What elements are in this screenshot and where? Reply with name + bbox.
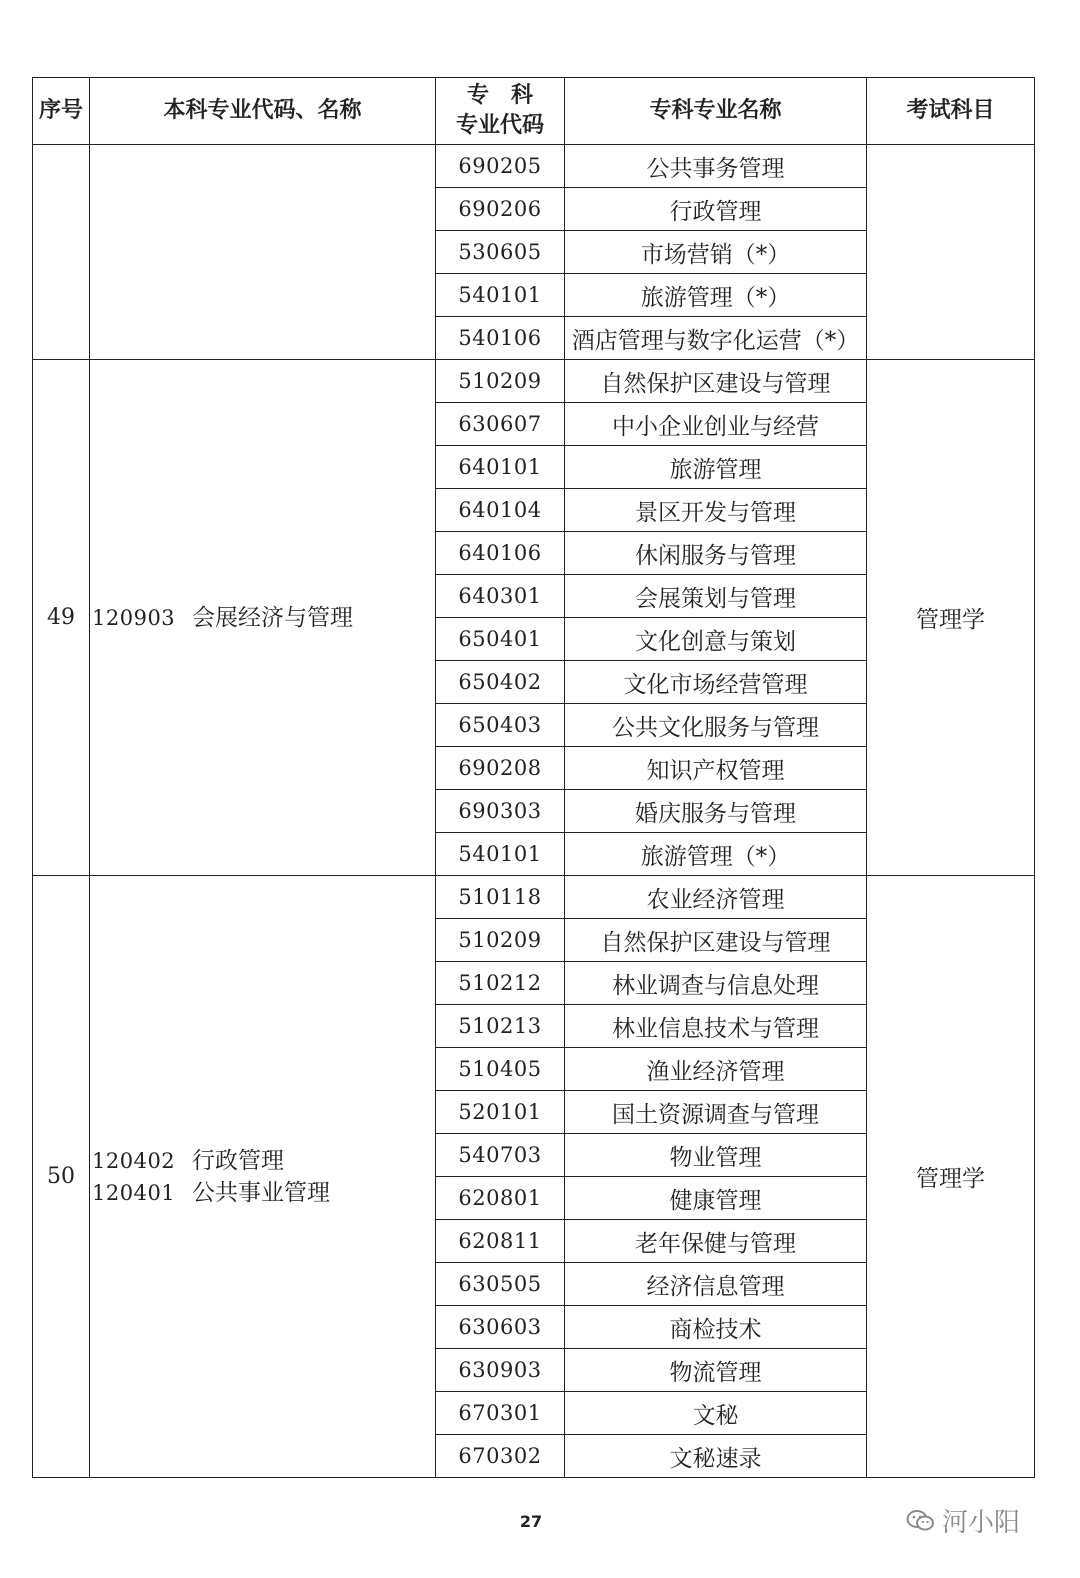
college-major-name: 酒店管理与数字化运营（*） — [565, 317, 867, 360]
header-bachelor: 本科专业代码、名称 — [90, 78, 436, 145]
header-code-line2: 专业代码 — [455, 113, 544, 138]
college-major-name: 公共文化服务与管理 — [565, 704, 867, 747]
college-major-code: 510209 — [436, 919, 565, 962]
college-major-code: 540106 — [436, 317, 565, 360]
bachelor-cell — [90, 360, 436, 876]
college-major-code: 650401 — [436, 618, 565, 661]
college-major-name: 公共事务管理 — [565, 145, 867, 188]
college-major-code: 690303 — [436, 790, 565, 833]
bachelor-name: 会展经济与管理 — [192, 604, 353, 631]
college-major-code: 650402 — [436, 661, 565, 704]
college-major-name: 文化市场经营管理 — [565, 661, 867, 704]
college-major-code: 630903 — [436, 1349, 565, 1392]
college-major-name: 自然保护区建设与管理 — [565, 360, 867, 403]
college-major-code: 640106 — [436, 532, 565, 575]
college-major-name: 会展策划与管理 — [565, 575, 867, 618]
college-major-code: 520101 — [436, 1091, 565, 1134]
college-major-name: 文秘速录 — [565, 1435, 867, 1478]
college-major-name: 景区开发与管理 — [565, 489, 867, 532]
college-major-name: 旅游管理（*） — [565, 274, 867, 317]
watermark-text: 河小阳 — [942, 1508, 1021, 1538]
watermark — [906, 1502, 1020, 1539]
bachelor-name: 行政管理 — [192, 1147, 284, 1174]
header-row — [33, 78, 1035, 145]
college-major-code: 650403 — [436, 704, 565, 747]
seq-cell: 50 — [33, 876, 90, 1478]
wechat-icon — [906, 1509, 936, 1533]
college-major-code: 640301 — [436, 575, 565, 618]
college-major-name: 知识产权管理 — [565, 747, 867, 790]
college-major-name: 商检技术 — [565, 1306, 867, 1349]
college-major-code: 540101 — [436, 833, 565, 876]
page-number: 27 — [519, 1512, 543, 1531]
table-row — [33, 145, 1035, 188]
college-major-name: 经济信息管理 — [565, 1263, 867, 1306]
seq-cell — [33, 145, 90, 360]
college-major-name: 农业经济管理 — [565, 876, 867, 919]
college-major-name: 健康管理 — [565, 1177, 867, 1220]
college-major-code: 690206 — [436, 188, 565, 231]
college-major-code: 670301 — [436, 1392, 565, 1435]
college-major-code: 510212 — [436, 962, 565, 1005]
college-major-code: 630505 — [436, 1263, 565, 1306]
college-major-name: 林业调查与信息处理 — [565, 962, 867, 1005]
table-row — [33, 360, 1035, 403]
bachelor-major — [92, 1177, 435, 1209]
bachelor-cell — [90, 145, 436, 360]
header-code-line1: 专 科 — [466, 83, 533, 108]
college-major-name: 自然保护区建设与管理 — [565, 919, 867, 962]
college-major-code: 530605 — [436, 231, 565, 274]
college-major-name: 行政管理 — [565, 188, 867, 231]
college-major-name: 文秘 — [565, 1392, 867, 1435]
header-name: 专科专业名称 — [565, 78, 867, 145]
exam-subject-cell: 管理学 — [867, 360, 1035, 876]
bachelor-name: 公共事业管理 — [192, 1179, 330, 1206]
college-major-code: 690208 — [436, 747, 565, 790]
bachelor-major — [92, 602, 435, 634]
college-major-code: 540703 — [436, 1134, 565, 1177]
seq-cell: 49 — [33, 360, 90, 876]
college-major-name: 文化创意与策划 — [565, 618, 867, 661]
college-major-name: 休闲服务与管理 — [565, 532, 867, 575]
college-major-code: 640104 — [436, 489, 565, 532]
college-major-name: 林业信息技术与管理 — [565, 1005, 867, 1048]
header-seq: 序号 — [33, 78, 90, 145]
exam-subject-cell: 管理学 — [867, 876, 1035, 1478]
college-major-name: 旅游管理 — [565, 446, 867, 489]
table-body — [33, 145, 1035, 1478]
college-major-code: 540101 — [436, 274, 565, 317]
college-major-code: 630607 — [436, 403, 565, 446]
college-major-name: 渔业经济管理 — [565, 1048, 867, 1091]
exam-subject-cell — [867, 145, 1035, 360]
college-major-name: 国土资源调查与管理 — [565, 1091, 867, 1134]
college-major-code: 630603 — [436, 1306, 565, 1349]
college-major-name: 物业管理 — [565, 1134, 867, 1177]
bachelor-major — [92, 1145, 435, 1177]
college-major-code: 510209 — [436, 360, 565, 403]
header-code — [436, 78, 565, 145]
college-major-name: 市场营销（*） — [565, 231, 867, 274]
college-major-code: 620811 — [436, 1220, 565, 1263]
bachelor-code: 120401 — [92, 1180, 176, 1205]
college-major-name: 物流管理 — [565, 1349, 867, 1392]
college-major-name: 婚庆服务与管理 — [565, 790, 867, 833]
bachelor-code: 120903 — [92, 605, 176, 630]
header-subject: 考试科目 — [867, 78, 1035, 145]
college-major-code: 640101 — [436, 446, 565, 489]
college-major-name: 老年保健与管理 — [565, 1220, 867, 1263]
table-row — [33, 876, 1035, 919]
college-major-code: 510405 — [436, 1048, 565, 1091]
bachelor-cell — [90, 876, 436, 1478]
college-major-code: 510213 — [436, 1005, 565, 1048]
major-mapping-table — [32, 77, 1035, 1478]
college-major-name: 旅游管理（*） — [565, 833, 867, 876]
bachelor-code: 120402 — [92, 1148, 176, 1173]
college-major-code: 620801 — [436, 1177, 565, 1220]
college-major-code: 510118 — [436, 876, 565, 919]
college-major-code: 690205 — [436, 145, 565, 188]
table-header — [33, 78, 1035, 145]
college-major-code: 670302 — [436, 1435, 565, 1478]
college-major-name: 中小企业创业与经营 — [565, 403, 867, 446]
